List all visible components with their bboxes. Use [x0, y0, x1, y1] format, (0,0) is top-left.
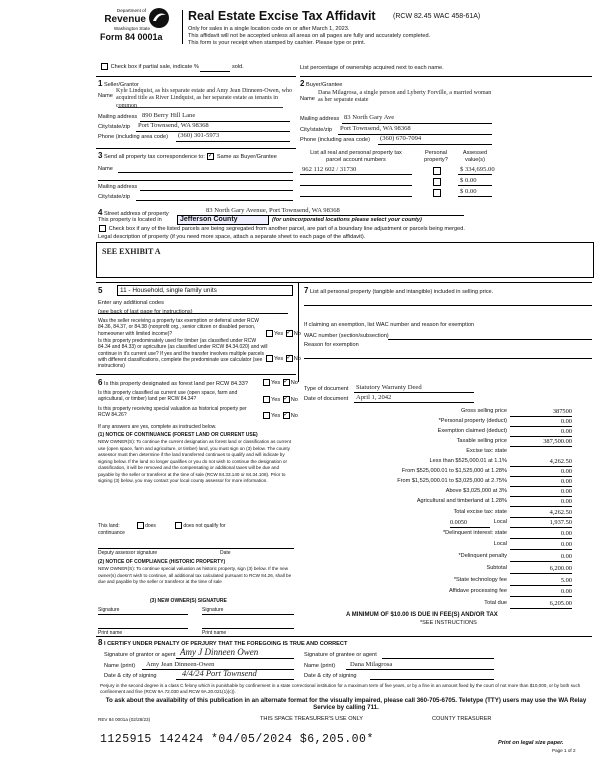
seller-name-label: Name — [98, 93, 113, 99]
buyer-city-field[interactable]: Port Townsend, WA 98368 — [340, 125, 411, 132]
forest-q2: Is this property classified as current use (open space, farm and agricultural, or timber) land per RCW 84.34? — [98, 390, 238, 403]
local-row: 0.0050 Local 1,937.50 — [450, 519, 572, 526]
seller-mailing-label: Mailing address — [98, 114, 138, 120]
county-note: (for unincorporated locations please select your county) — [272, 217, 422, 223]
grantor-signature-field[interactable]: Amy J Dinneen Owen — [180, 647, 259, 657]
timber-question: Is this property predominately used for timber (as classified under RCW 84.34 and 84.33) or agriculture (as classified under RCW 84.34.020) and will continue in it's current use? If yes and the transfer involves multiple parcels with different classifications, complete the predominate use calculator (see instructions) — [98, 338, 268, 369]
use-code-select[interactable]: 11 - Household, single family units — [117, 285, 293, 296]
wac-label: WAC number (section/subsection) — [304, 333, 389, 339]
personal-property-deduct-row: *Personal property (deduct) 0.00 — [438, 418, 572, 425]
grantee-date-field[interactable] — [370, 679, 494, 680]
use-code-number: 5 — [98, 286, 103, 295]
taxable-selling-price-row: Taxable selling price 387,500.00 — [456, 438, 572, 445]
grantee-signature-field[interactable] — [382, 658, 494, 659]
section-3-top-rule — [96, 148, 296, 149]
county-select[interactable]: Jefferson County — [177, 215, 269, 225]
dept-line3: Washington State — [113, 26, 150, 31]
this-land-row: This land: does does not qualify for — [98, 522, 226, 529]
total-due-value: 6,205.00 — [510, 600, 572, 609]
timber-answer: Yes ✓ No — [265, 355, 301, 363]
corr-mailing-field[interactable] — [140, 190, 293, 191]
header-note-1: Only for sales in a single location code on or after March 1, 2023. — [188, 26, 350, 32]
correspondence-heading: 3 Send all property tax correspondence to: ✓ Same as Buyer/Grantee — [98, 151, 277, 161]
agricultural-value[interactable]: 0.00 — [510, 498, 572, 507]
header-note-3: This form is your receipt when stamped by cashier. Please type or print. — [188, 40, 366, 46]
accessibility-note: To ask about the availability of this publication in an alternate format for the visually impaired, please call 360-705-6705. Teletype (TTY) users may use the WA Relay Service by calling 711. — [105, 697, 587, 711]
certify-heading: 8 I CERTIFY UNDER PENALTY OF PERJURY THAT THE FOREGOING IS TRUE AND CORRECT — [98, 638, 348, 647]
parcel-row — [300, 166, 500, 176]
section-6-top-rule — [96, 374, 296, 375]
corr-city-label: City/state/zip — [98, 194, 131, 200]
legal-description-box[interactable] — [96, 242, 594, 278]
affidavit-fee-value[interactable]: 0.00 — [510, 588, 572, 597]
exemption-claimed[interactable]: 0.00 — [510, 428, 572, 437]
grantor-name-label: Name (print) — [104, 663, 136, 669]
buyer-phone-field[interactable]: (360) 670-7094 — [380, 135, 422, 142]
buyer-mailing-field[interactable]: 83 North Gary Ave — [344, 114, 395, 121]
seller-name-strike — [118, 107, 283, 108]
county-treasurer-label: COUNTY TREASURER — [432, 716, 492, 722]
new-owner-signature-1[interactable] — [98, 614, 188, 615]
deputy-signature-label: Deputy assessor signature — [98, 550, 158, 556]
buyer-name-field[interactable]: Dana Milagrosa, a single person and Lyberty Forville, a married woman as her separate estate — [318, 90, 492, 104]
doc-date-field[interactable]: April 1, 2042 — [356, 394, 392, 401]
exempt-yes-checkbox[interactable] — [266, 330, 273, 337]
seller-phone-field[interactable]: (360) 301-5973 — [178, 132, 220, 139]
total-excise-state-row: Total excise tax: state 4,262.50 — [453, 509, 572, 516]
delinquent-state-row: *Delinquent interest: state 0.00 — [442, 530, 572, 537]
deputy-signature-field[interactable] — [98, 548, 294, 549]
buyer-name-label: Name — [300, 96, 315, 102]
exemption-label: If claiming an exemption, list WAC number and reason for exemption — [304, 322, 475, 328]
section-8-top-rule — [96, 636, 592, 637]
parcel-row — [300, 177, 500, 187]
signature-label-2: Signature — [202, 607, 224, 613]
signature-label-1: Signature — [98, 607, 120, 613]
forest-q2-yes-checkbox[interactable] — [263, 396, 270, 403]
doc-type-field[interactable]: Statutory Warranty Deed — [356, 384, 422, 391]
forest-q3-no-checkbox[interactable] — [283, 412, 290, 419]
dept-line2: Revenue — [104, 14, 146, 25]
tech-fee-row: *State technology fee 5.00 — [453, 577, 572, 584]
reason-label: Reason for exemption — [304, 342, 359, 348]
section-5-top-rule — [96, 282, 592, 283]
page-number: Page 1 of 2 — [552, 748, 576, 753]
agricultural-row: Agricultural and timberland at 1.28% 0.00 — [416, 498, 572, 505]
grantor-date-field[interactable]: 4/4/24 Port Townsend — [182, 668, 257, 678]
forest-if-yes: If any answers are yes, complete as instructed below. — [98, 424, 217, 430]
section-7-divider — [298, 282, 299, 382]
doc-type-label: Type of document — [304, 386, 349, 392]
additional-codes-label: Enter any additional codes — [98, 300, 164, 306]
section-2-top-rule — [300, 76, 592, 77]
exempt-question: Was the seller receiving a property tax exemption or deferral under RCW 84.36, 84.37, or 84.38 (nonprofit org., senior citizen or disabled person, homeowner with limited income)? — [98, 318, 259, 337]
notice2-title: (2) NOTICE OF COMPLIANCE (HISTORIC PROPERTY) — [98, 559, 226, 565]
buyer-heading: 2 Buyer/Grantee — [300, 79, 343, 88]
seller-heading: 1 Seller/Grantor — [98, 79, 139, 88]
segregated-checkbox[interactable] — [99, 225, 106, 232]
segregated-row: Check box if any of the listed parcels are being segregated from another parcel, are part of a boundary line adjustment or parcels being merged. — [98, 225, 465, 233]
legal-paper-note: Print on legal size paper. — [498, 740, 564, 746]
legal-description-label: Legal description of property (if you need more space, attach a separate sheet to each page of the affidavit). — [98, 234, 366, 240]
personal-property-deduct[interactable]: 0.00 — [510, 418, 572, 427]
tier3-value: 0.00 — [510, 478, 572, 487]
seller-city-field[interactable]: Port Townsend, WA 98368 — [138, 122, 209, 129]
rcw-reference: (RCW 82.45 WAC 458-61A) — [393, 13, 481, 20]
corr-mailing-label: Mailing address — [98, 184, 138, 190]
grantee-date-label: Date & city of signing — [304, 673, 357, 679]
seller-mailing-field[interactable]: 890 Berry Hill Lane — [142, 112, 196, 119]
perjury-note: Perjury in the second degree is a class C felony which is punishable by confinement in a state correctional institution for a maximum term of five years, or by a fine in an amount fixed by the court of not more than $10,000, or by both such confinement and fine (RCW 9A.72.030 and RCW 9A.20.021(1)(c)). — [100, 683, 581, 694]
buyer-city-label: City/state/zip — [300, 127, 333, 133]
total-due-row: Total due 6,205.00 — [484, 600, 572, 607]
land-does-not-checkbox[interactable] — [175, 522, 182, 529]
buyer-phone-underline — [378, 144, 492, 145]
timber-yes-checkbox[interactable] — [266, 355, 273, 362]
exempt-answer: Yes ✓ No — [265, 330, 301, 338]
forest-q3-answer: Yes ✓ No — [262, 412, 298, 420]
page-title: Real Estate Excise Tax Affidavit — [188, 9, 376, 23]
personal-property-checkbox[interactable] — [433, 167, 441, 175]
county-label: This property is located in — [98, 217, 162, 223]
partial-sale-percent-field[interactable] — [200, 64, 230, 72]
forest-q2-answer: Yes ✓ No — [262, 396, 298, 404]
buyer-phone-label: Phone (including area code) — [300, 137, 370, 143]
corr-name-label: Name — [98, 166, 113, 172]
grantee-name-label: Name (print) — [304, 663, 336, 669]
partial-sale-label: Check box if partial sale, indicate % — [110, 63, 199, 70]
partial-sale-row — [100, 63, 300, 72]
personal-property-checkbox[interactable] — [433, 189, 441, 197]
additional-codes-note: (see back of last page for instructions) — [98, 309, 193, 315]
corr-name-field[interactable] — [118, 172, 293, 173]
gross-selling-price[interactable]: 387500 — [510, 408, 572, 417]
personal-col-header: Personal property? — [424, 150, 448, 163]
local2-value[interactable]: 0.00 — [510, 541, 572, 550]
street-address-row: 4 Street address of property — [98, 208, 169, 217]
same-as-buyer-checkbox[interactable] — [207, 153, 214, 160]
seller-city-label: City/state/zip — [98, 124, 131, 130]
excise-state-row: Excise tax: state — [466, 448, 507, 454]
notice1-body: NEW OWNER(S): To continue the current designation as forest land or classification as current use (open space, farm and agriculture, or timber) land, you must sign on (3) below. The county assessor must then determine if the land transferred continues to qualify and will indicate by signing below. If the land no longer qualifies or you do not wish to continue the designation or classification, it will be removed and the compensating or additional taxes will be due and payable by the seller or transferor at the time of sale (RCW 84.33.140 or 84.34.108). Prior to signing (3) below, you may contact your local county assessor for more information. — [98, 439, 291, 483]
buyer-mailing-underline — [342, 123, 492, 124]
grantor-signature-label: Signature of grantor or agent — [104, 652, 176, 658]
notice1-title: (1) NOTICE OF CONTINUANCE (FOREST LAND OR CURRENT USE) — [98, 432, 258, 438]
treasurer-stamp: 1125915 142424 *04/05/2024 $6,205.00* — [100, 733, 374, 746]
continuance-label: continuance — [98, 530, 125, 536]
exempt-no-checkbox[interactable] — [286, 330, 293, 337]
subtotal-value: 6,200.00 — [510, 565, 572, 574]
tier1-value: 4,262.50 — [510, 458, 572, 467]
tier2-value: 0.00 — [510, 468, 572, 477]
exemption-claimed-row: Exemption claimed (deduct) 0.00 — [437, 428, 572, 435]
assessed-value[interactable]: $ 0.00 — [460, 188, 477, 195]
grantee-name-underline — [346, 669, 494, 670]
doc-date-label: Date of document — [304, 396, 349, 402]
tier4-value: 0.00 — [510, 488, 572, 497]
revenue-swoosh-icon — [148, 7, 170, 29]
seller-phone-underline — [176, 141, 290, 142]
new-owner-print-1[interactable] — [98, 628, 188, 629]
print-name-label-2: Print name — [202, 630, 227, 636]
parcel-row — [300, 188, 500, 198]
local-rate[interactable]: 0.0050 — [450, 519, 490, 528]
forest-q1: 6 Is this property designated as forest land per RCW 84.33? — [98, 378, 248, 387]
timber-no-checkbox[interactable] — [286, 355, 293, 362]
taxable-selling-price: 387,500.00 — [510, 438, 572, 447]
doc-date-underline — [354, 402, 474, 403]
assessed-col-header: Assessed value(s) — [462, 150, 488, 163]
personal-property-heading: 7 List all personal property (tangible and intangible) included in selling price. — [304, 286, 494, 295]
grantor-name-field[interactable]: Amy Jean Dinneen-Owen — [146, 661, 215, 668]
minimum-due-note: A MINIMUM OF $10.00 IS DUE IN FEE(S) AND/OR TAX — [346, 612, 498, 618]
personal-property-checkbox[interactable] — [433, 178, 441, 186]
subtotal-row: Subtotal 6,200.00 — [486, 565, 572, 572]
delinquent-penalty-row: *Delinquent penalty 0.00 — [458, 553, 572, 560]
forest-q1-answer: Yes ✓ No — [262, 379, 298, 387]
dept-line1: Department of — [116, 8, 146, 13]
tier3-row: From $1,525,000.01 to $3,025,000 at 2.75% 0.00 — [397, 478, 572, 485]
gross-selling-price-row: Gross selling price 387500 — [460, 408, 572, 415]
header-note-2: This affidavit will not be accepted unless all areas on all pages are fully and accurately completed. — [188, 33, 431, 39]
print-name-label-1: Print name — [98, 630, 123, 636]
partial-sale-checkbox[interactable] — [101, 63, 108, 70]
forest-q2-no-checkbox[interactable] — [283, 396, 290, 403]
seller-phone-label: Phone (including area code) — [98, 134, 168, 140]
assessed-value[interactable]: $ 334,695.00 — [460, 166, 495, 173]
tech-fee-value: 5.00 — [510, 577, 572, 586]
total-excise-state: 4,262.50 — [510, 509, 572, 518]
forest-q3-yes-checkbox[interactable] — [263, 412, 270, 419]
tier1-row: Less than $525,000.01 at 1.1% 4,262.50 — [429, 458, 572, 465]
parcel-col-header: List all real and personal property tax parcel account numbers — [310, 150, 402, 163]
partial-sale-sold-label: sold. — [232, 63, 244, 70]
reason-field[interactable] — [304, 358, 592, 359]
forest-q1-yes-checkbox[interactable] — [263, 379, 270, 386]
corr-name-field-2[interactable] — [98, 180, 293, 181]
delinquent-state[interactable]: 0.00 — [510, 530, 572, 539]
grantee-name-field[interactable]: Dana Milagrosa — [350, 661, 393, 668]
tier2-row: From $525,000.01 to $1,525,000 at 1.28% 0.00 — [401, 468, 572, 475]
forest-q3: Is this property receiving special valuation as historical property per RCW 84.26? — [98, 406, 247, 419]
deputy-date-label: Date — [220, 550, 231, 556]
notice2-body: NEW OWNER(S): To continue special valuation as historic property, sign (3) below. If the new owner(s) doesn't wish to continue, all additional tax calculated pursuant to RCW 84.26, shall be due and payable by the seller or transferor at the time of sale — [98, 566, 292, 584]
legal-description-value: SEE EXHIBIT A — [102, 247, 161, 256]
forest-q1-no-checkbox[interactable] — [283, 379, 290, 386]
seller-name-field[interactable]: Kyle Lindquist, as his separate estate and Amy Jean Dinneen-Owen, who acquired title as River Lindquist, as her separate estate as tenants in common — [116, 88, 292, 109]
section-1-top-rule — [96, 76, 296, 77]
form-number: Form 84 0001a — [100, 32, 163, 42]
doc-type-underline — [354, 392, 474, 393]
form-revision: REV 84 0001a (02/28/23) — [98, 717, 151, 722]
ownership-note: List percentage of ownership acquired next to each name. — [300, 65, 444, 71]
local2-row: Local 0.00 — [493, 541, 572, 548]
delinquent-penalty[interactable]: 0.00 — [510, 553, 572, 562]
buyer-mailing-label: Mailing address — [300, 116, 340, 122]
tier4-row: Above $3,025,000 at 3% 0.00 — [445, 488, 572, 495]
notice3-title: (3) NEW OWNER(S) SIGNATURE — [150, 598, 227, 604]
see-instructions-note: *SEE INSTRUCTIONS — [420, 620, 477, 626]
parcel-number[interactable]: 962 112 602 / 31730 — [302, 166, 357, 173]
wac-field[interactable] — [388, 339, 592, 340]
grantor-date-label: Date & city of signing — [104, 673, 157, 679]
new-owner-print-2[interactable] — [202, 628, 294, 629]
land-does-checkbox[interactable] — [137, 522, 144, 529]
street-address-field[interactable]: 83 North Gary Avenue, Port Townsend, WA 98368 — [206, 207, 340, 214]
assessed-value[interactable]: $ 0.00 — [460, 177, 477, 184]
new-owner-signature-2[interactable] — [202, 614, 294, 615]
treasurer-use-label: THIS SPACE TREASURER'S USE ONLY — [260, 716, 364, 722]
grantee-signature-label: Signature of grantee or agent — [304, 652, 377, 658]
grantor-date-underline — [176, 679, 294, 680]
affidavit-fee-row: Affidave processing fee 0.00 — [448, 588, 572, 595]
corr-city-field[interactable] — [136, 200, 293, 201]
header-divider — [182, 10, 183, 44]
local-value: 1,937.50 — [510, 519, 572, 528]
grantor-signature-underline — [176, 658, 294, 659]
personal-property-field[interactable] — [304, 305, 592, 306]
